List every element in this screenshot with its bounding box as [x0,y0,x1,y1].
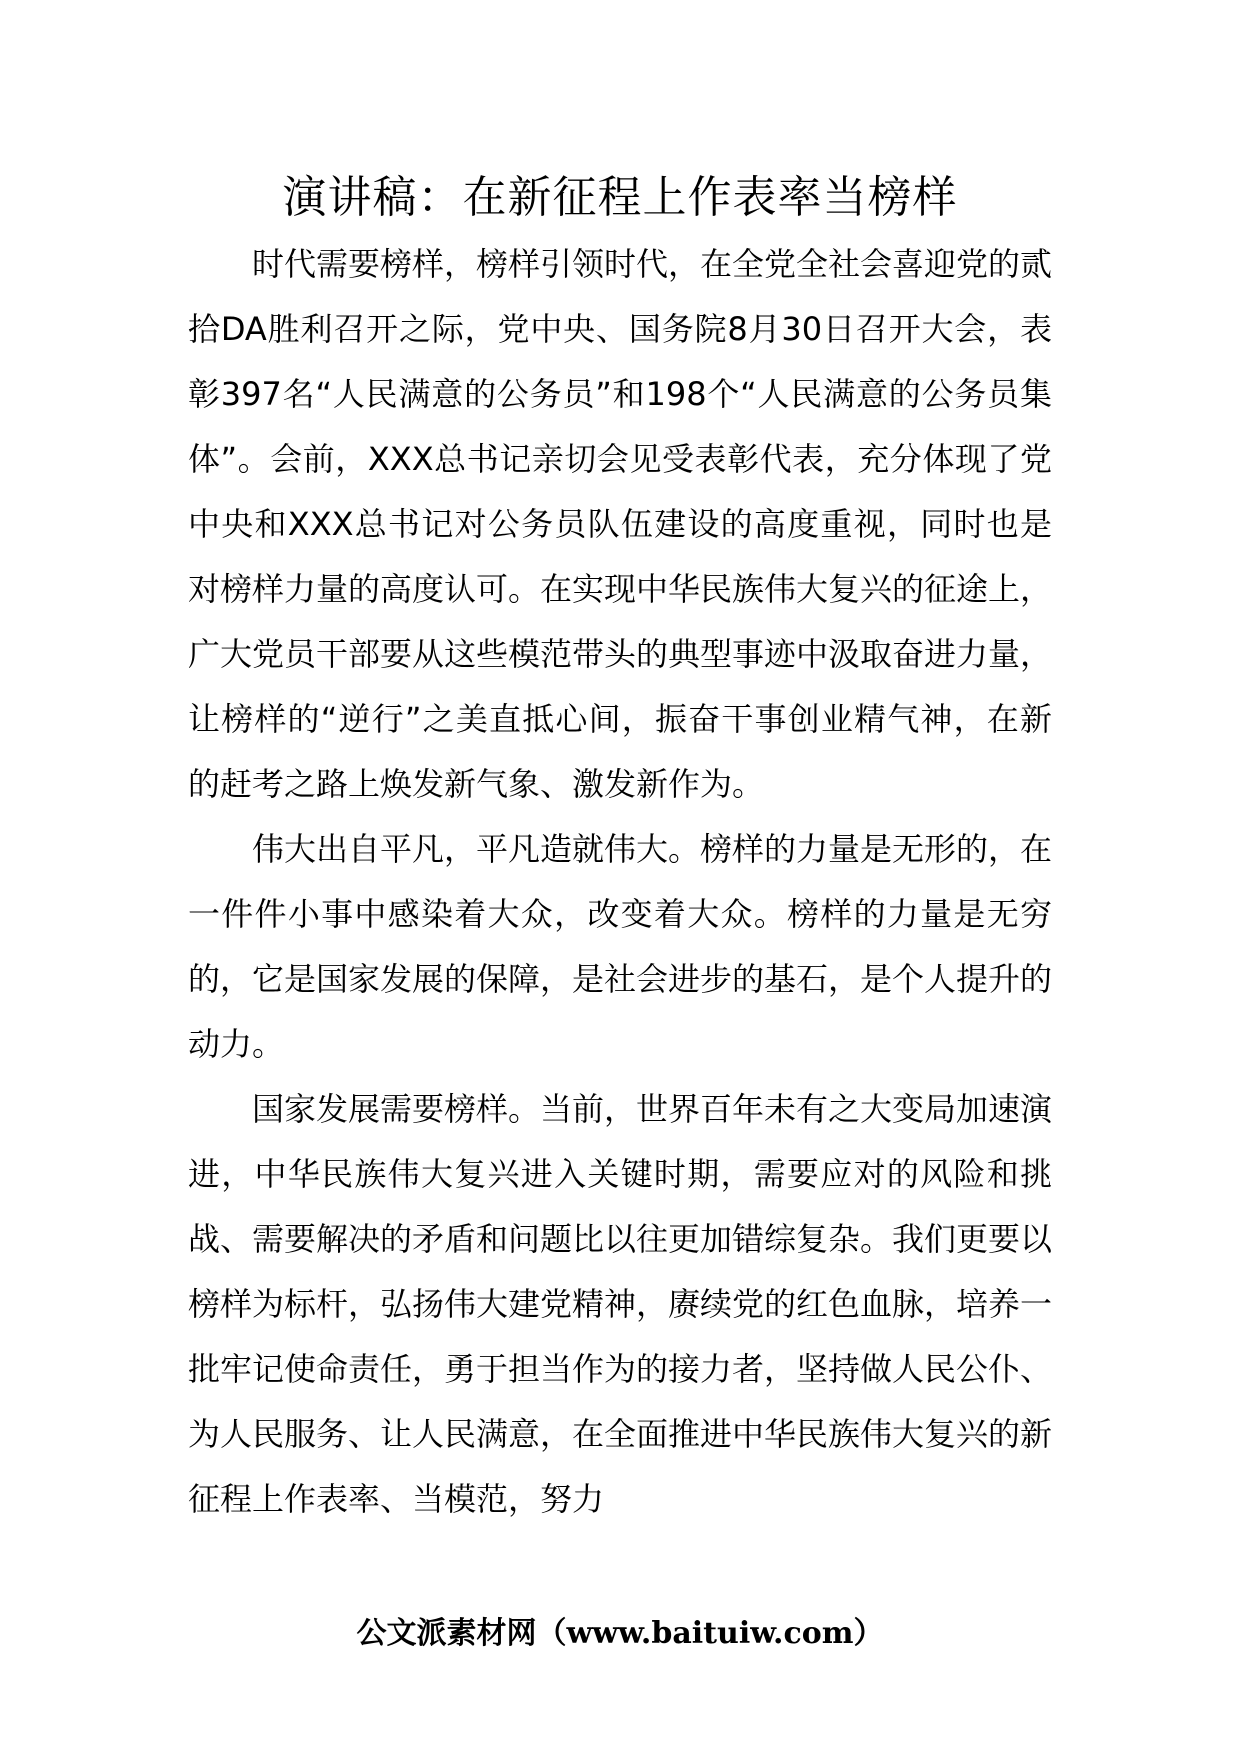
footer-source: 公文派素材网（www.baituiw.com） [356,1616,884,1651]
document-title: 演讲稿：在新征程上作表率当榜样 [282,172,958,223]
paragraph: 国家发展需要榜样。当前，世界百年未有之大变局加速演进，中华民族伟大复兴进入关键时期，需要应对的风险和挑战、需要解决的矛盾和问题比以往更加错综复杂。我们更要以榜样为标杆，弘扬伟大建党精神，赓续党的红色血脉，培养一批牢记使命责任，勇于担当作为的接力者，坚持做人民公仆、为人民服务、让人民满意，在全面推进中华民族伟大复兴的新征程上作表率、当模范，努力 [188,1090,1053,1518]
paragraph: 时代需要榜样，榜样引领时代，在全党全社会喜迎党的贰拾DA胜利召开之际，党中央、国务院8月30日召开大会，表彰397名“人民满意的公务员”和198个“人民满意的公务员集体”。会前，XXX总书记亲切会见受表彰代表，充分体现了党中央和XXX总书记对公务员队伍建设的高度重视，同时也是对榜样力量的高度认可。在实现中华民族伟大复兴的征途上，广大党员干部要从这些模范带头的典型事迹中汲取奋进力量，让榜样的“逆行”之美直抵心间，振奋干事创业精气神，在新的赶考之路上焕发新气象、激发新作为。 [188,245,1053,803]
document-body [188,232,1052,1532]
paragraph: 伟大出自平凡，平凡造就伟大。榜样的力量是无形的，在一件件小事中感染着大众，改变着大众。榜样的力量是无穷的，它是国家发展的保障，是社会进步的基石，是个人提升的动力。 [188,830,1053,1063]
